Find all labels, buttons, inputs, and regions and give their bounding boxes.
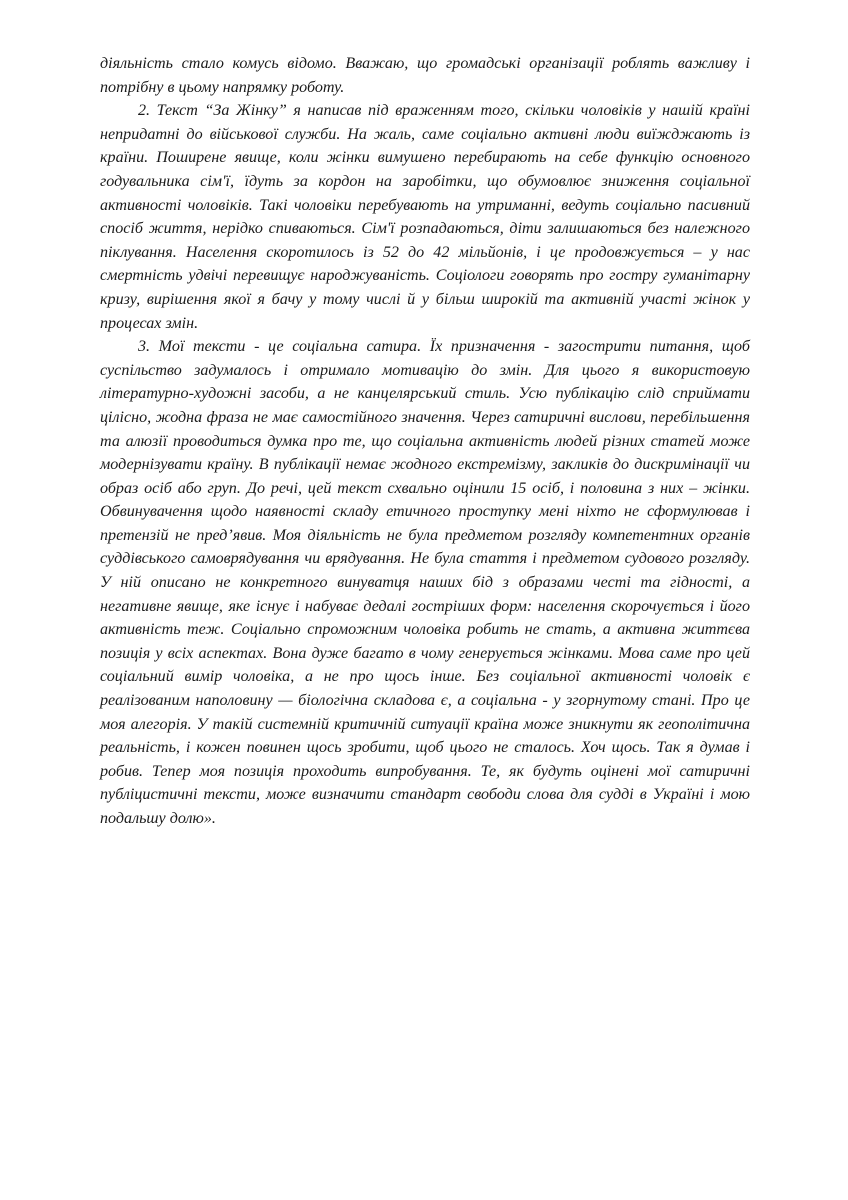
document-page	[100, 52, 750, 831]
paragraph-point-2: 2. Текст “За Жінку” я написав під враженням того, скільки чоловіків у нашій країні непридатні до військової служби. На жаль, саме соціально активні люди виїжджають із країни. Поширене явище, коли жінки вимушено перебирають на себе функцію основного годувальника сім'ї, їдуть за кордон на заробітки, що обумовлює зниження соціальної активності чоловіків. Такі чоловіки перебувають на утриманні, ведуть соціально пасивний спосіб життя, нерідко спиваються. Сім'ї розпадаються, діти залишаються без належного піклування. Населення скоротилось із 52 до 42 мільйонів, і це продовжується – у нас смертність удвічі перевищує народжуваність. Соціологи говорять про гостру гуманітарну кризу, вирішення якої я бачу у тому числі й у більш широкій та активній участі жінок у процесах змін.	[100, 102, 750, 332]
paragraph-point-3: 3. Мої тексти - це соціальна сатира. Їх призначення - загострити питання, щоб суспільство задумалось і отримало мотивацію до змін. Для цього я використовую літературно-художні засоби, а не канцелярський стиль. Усю публікацію слід сприймати цілісно, жодна фраза не має самостійного значення. Через сатиричні вислови, перебільшення та алюзії проводиться думка про те, що соціальна активність людей різних статей може модернізувати країну. В публікації немає жодного екстремізму, закликів до дискримінації чи образ осіб або груп. До речі, цей текст схвально оцінили 15 осіб, і половина з них – жінки. Обвинувачення щодо наявності складу етичного проступку мені ніхто не сформулював і претензій не пред’явив. Моя діяльність не була предметом розгляду компетентних органів суддівського самоврядування чи врядування. Не була стаття і предметом судового розгляду. У ній описано не конкретного винуватця наших бід з образами честі та гідності, а негативне явище, яке існує і набуває дедалі гостріших форм: населення скорочується і його активність теж. Соціально спроможним чоловіка робить не стать, а активна життєва позиція у всіх аспектах. Вона дуже багато в чому генерується жінками. Мова саме про цей соціальний вимір чоловіка, а не про щось інше. Без соціальної активності чоловік є реалізованим наполовину — біологічна складова є, а соціальна - у згорнутому стані. Про це моя алегорія. У такій системній критичній ситуації країна може зникнути як геополітична реальність, і кожен повинен щось зробити, щоб цього не сталось. Хоч щось. Так я думав і робив. Тепер моя позиція проходить випробування. Те, як будуть оцінені мої сатиричні публіцистичні тексти, може визначити стандарт свободи слова для судді в Україні і мою подальшу долю».	[100, 338, 750, 827]
paragraph-continuation: діяльність стало комусь відомо. Вважаю, що громадські організації роблять важливу і потрібну в цьому напрямку роботу.	[100, 55, 750, 96]
